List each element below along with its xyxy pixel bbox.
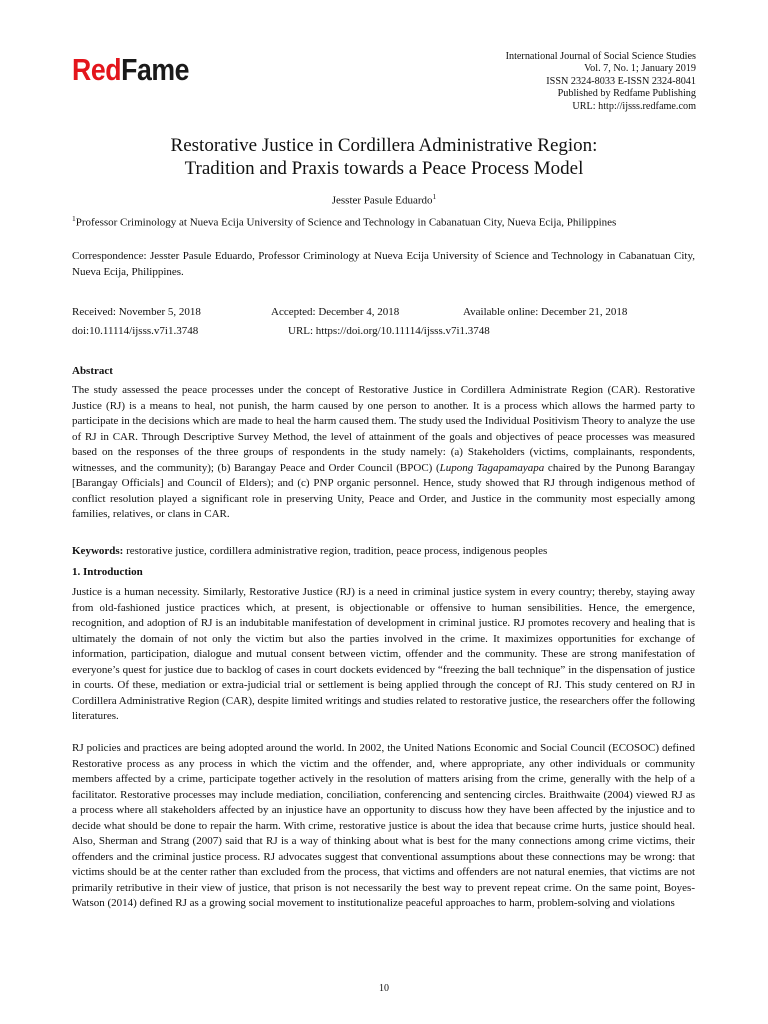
redfame-logo	[72, 52, 189, 88]
author-name-text: Jesster Pasule Eduardo	[331, 194, 433, 207]
doi-text: doi:10.11114/ijsss.v7i1.3748	[72, 325, 199, 337]
page-number: 10	[379, 983, 389, 994]
journal-url: URL: http://ijsss.redfame.com	[572, 100, 696, 112]
abstract-text	[72, 383, 695, 523]
affiliation	[72, 211, 695, 231]
journal-volume: Vol. 7, No. 1; January 2019	[584, 63, 696, 75]
logo-red-text: Red	[72, 52, 122, 87]
title-line-2: Tradition and Praxis towards a Peace Process Model	[184, 158, 584, 179]
journal-publisher: Published by Redfame Publishing	[557, 88, 696, 100]
doi-row	[72, 325, 490, 337]
journal-info	[436, 51, 696, 113]
affiliation-superscript: 1	[72, 214, 76, 223]
journal-issn: ISSN 2324-8033 E-ISSN 2324-8041	[546, 75, 696, 87]
abstract-text-part2: chaired by the Punong Barangay [Barangay Officials] and Council of Elders); and (c) PNP organic personnel. Hence, study showed that RJ through indigenous method of conflict resolution played a significant role in preserving Unity, Peace and Order, and Justice in the community most especially among families, relatives, or clans in CAR.	[72, 461, 695, 520]
logo-black-text: Fame	[121, 52, 190, 87]
title-line-1: Restorative Justice in Cordillera Administrative Region:	[170, 135, 598, 156]
affiliation-text: Professor Criminology at Nueva Ecija University of Science and Technology in Cabanatuan City, Nueva Ecija, Philippines	[75, 216, 617, 229]
introduction-heading: 1. Introduction	[72, 566, 143, 578]
journal-name: International Journal of Social Science Studies	[505, 51, 696, 62]
abstract-heading: Abstract	[72, 365, 113, 377]
article-title	[72, 134, 696, 180]
keywords	[72, 545, 695, 557]
abstract-italic-term: Lupong Tagapamayapa	[439, 461, 545, 474]
keywords-text: restorative justice, cordillera administrative region, tradition, peace process, indigenous peoples	[123, 545, 548, 557]
available-date: Available online: December 21, 2018	[463, 306, 628, 318]
introduction-paragraph-1: Justice is a human necessity. Similarly, Restorative Justice (RJ) is a need in criminal justice system in every country; thereby, staying away from old-fashioned justice practices which, at present, is objectionable or offensive to human sensibilities. Hence, the emergence, recognition, and adoption of RJ is an indubitable manifestation of development in criminal justice. RJ promotes recovery and healing that is ultimately the domain of not only the victim but also the parties involved in the crime. It maximizes opportunities for exchange of information, participation, dialogue and mutual consent between victim, offender and the community. These are strong manifestation of everyone’s quest for justice due to backlog of cases in court dockets evidenced by “freezing the ball technique” in the dispensation of justice in courts. Of these, mediation or extra-judicial trial or settlement is being applied through the concept of RJ. This study centered on RJ in Cordillera Administrative Region (CAR), despite limited writings and studies related to restorative justice, the researchers offer the following literatures.	[72, 586, 695, 722]
accepted-date: Accepted: December 4, 2018	[271, 306, 400, 318]
keywords-label: Keywords:	[72, 545, 124, 557]
author-name	[72, 192, 696, 207]
dates-row	[72, 306, 627, 318]
received-date: Received: November 5, 2018	[72, 306, 201, 318]
correspondence: Correspondence: Jesster Pasule Eduardo, Professor Criminology at Nueva Ecija University of Science and Technology in Cabanatuan City, Nueva Ecija, Philippines.	[72, 250, 695, 278]
article-url[interactable]: URL: https://doi.org/10.11114/ijsss.v7i1.3748	[288, 325, 490, 337]
introduction-paragraph-2: RJ policies and practices are being adopted around the world. In 2002, the United Nations Economic and Social Council (ECOSOC) defined Restorative process as any process in which the victim and the offender, and, where appropriate, any other individuals or community members affected by a crime, participate together actively in the resolution of matters arising from the crime, generally with the help of a facilitator. Restorative processes may include mediation, conciliation, conferencing and sentencing circles. Braithwaite (2004) viewed RJ as a process where all stakeholders affected by an injustice have an opportunity to discuss how they have been affected by the injustice and to decide what should be done to repair the harm. With crime, restorative justice is about the idea that because crime hurts, justice should heal. Also, Sherman and Strang (2007) said that RJ is a way of thinking about what is best for the many connections among crime victims, their offenders and the criminal justice process. RJ advocates suggest that conventional assumptions about these connections may be wrong: that victims should be at the center rather than excluded from the process, that victims and offenders are not natural enemies, that victims are not primarily retributive in their view of justice, that prison is not necessarily the best way to prevent repeat crime. On the same point, Boyes-Watson (2014) defined RJ as a growing social movement to institutionalize peaceful approaches to harm, problem-solving and violations	[72, 742, 695, 909]
author-superscript: 1	[432, 192, 437, 201]
abstract-text-part1: The study assessed the peace processes under the concept of Restorative Justice in Cordillera Administrate Region (CAR). Restorative Justice (RJ) is a means to heal, not punish, the harm caused by one person to another. It is a process which allows the harmed party to participate in the decisions which are made to heal the harm caused them. The study used the Individual Positivism Theory to analyze the use of RJ in CAR. Through Descriptive Survey Method, the level of attainment of the goals and objectives of peace processes was measured based on the responses of the three groups of respondents in the study namely: (a) Stakeholders (victims, complainants, respondents, witnesses, and the community); (b) Barangay Peace and Order Council (BPOC) (	[72, 384, 695, 474]
